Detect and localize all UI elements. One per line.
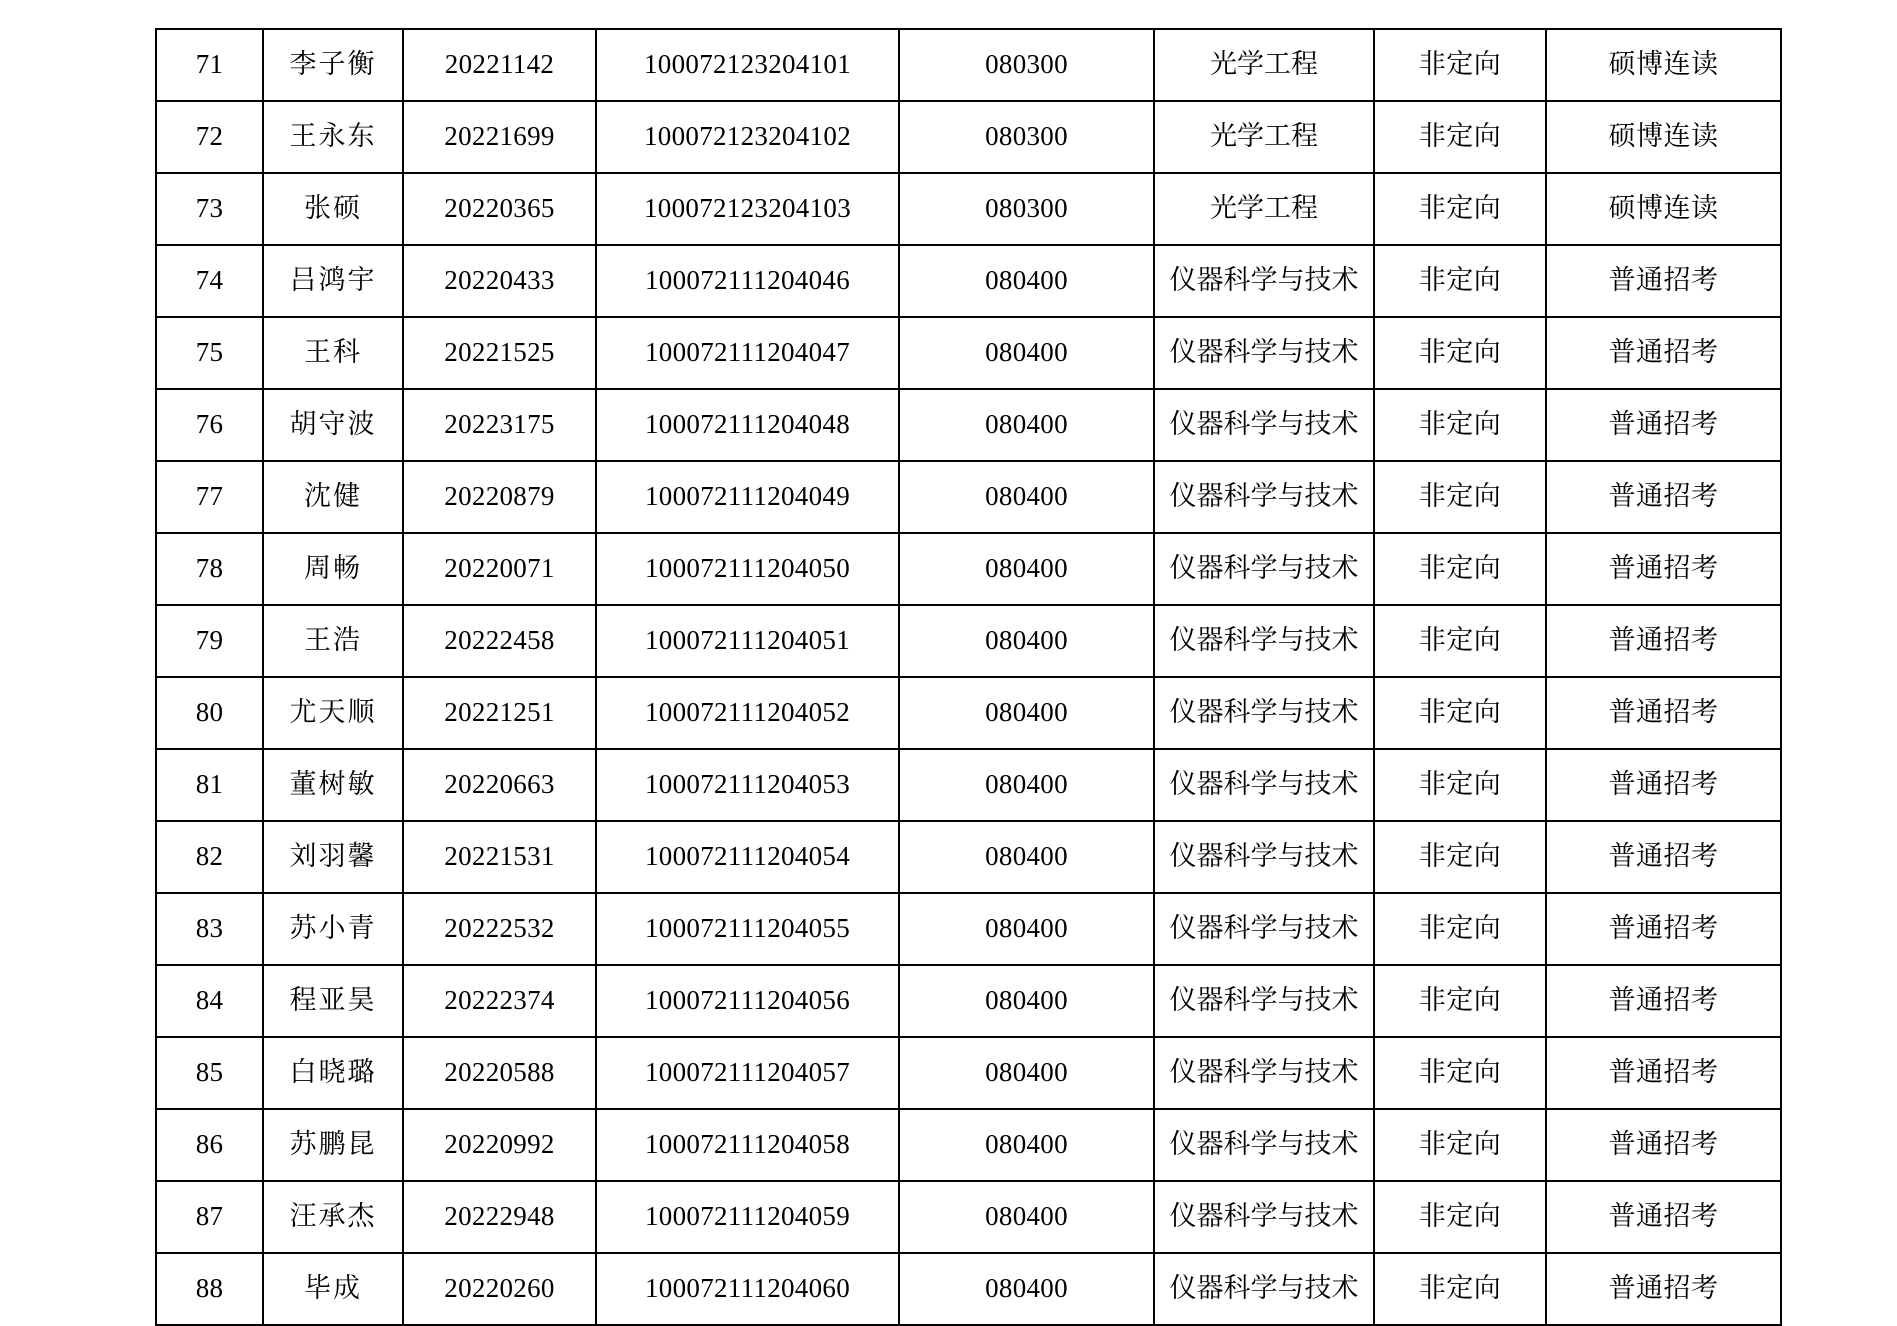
- table-row: [156, 173, 1781, 245]
- cell-major-name: 仪器科学与技术: [1154, 1037, 1374, 1109]
- cell-ticket-no: 100072111204059: [596, 1181, 899, 1253]
- cell-name: 沈健: [263, 461, 403, 533]
- cell-index: 76: [156, 389, 263, 461]
- cell-exam-no: 20220365: [403, 173, 596, 245]
- cell-major-code: 080400: [899, 317, 1154, 389]
- cell-index: 77: [156, 461, 263, 533]
- table-row: [156, 101, 1781, 173]
- cell-exam-no: 20223175: [403, 389, 596, 461]
- cell-admission-type: 普通招考: [1546, 461, 1781, 533]
- cell-name: 王科: [263, 317, 403, 389]
- cell-study-type: 非定向: [1374, 965, 1546, 1037]
- table-row: [156, 1037, 1781, 1109]
- cell-exam-no: 20222948: [403, 1181, 596, 1253]
- cell-major-code: 080400: [899, 893, 1154, 965]
- cell-study-type: 非定向: [1374, 1037, 1546, 1109]
- cell-major-name: 光学工程: [1154, 29, 1374, 101]
- table-row: [156, 245, 1781, 317]
- cell-ticket-no: 100072111204060: [596, 1253, 899, 1325]
- table-row: [156, 1109, 1781, 1181]
- cell-study-type: 非定向: [1374, 677, 1546, 749]
- cell-name: 吕鸿宇: [263, 245, 403, 317]
- cell-name: 苏鹏昆: [263, 1109, 403, 1181]
- cell-name: 刘羽馨: [263, 821, 403, 893]
- cell-major-code: 080400: [899, 1037, 1154, 1109]
- cell-name: 程亚昊: [263, 965, 403, 1037]
- cell-ticket-no: 100072111204055: [596, 893, 899, 965]
- cell-admission-type: 普通招考: [1546, 1253, 1781, 1325]
- cell-exam-no: 20222532: [403, 893, 596, 965]
- cell-ticket-no: 100072111204052: [596, 677, 899, 749]
- cell-major-code: 080400: [899, 1181, 1154, 1253]
- cell-index: 87: [156, 1181, 263, 1253]
- cell-exam-no: 20220260: [403, 1253, 596, 1325]
- cell-exam-no: 20221142: [403, 29, 596, 101]
- cell-index: 88: [156, 1253, 263, 1325]
- cell-study-type: 非定向: [1374, 533, 1546, 605]
- cell-admission-type: 普通招考: [1546, 1109, 1781, 1181]
- cell-index: 82: [156, 821, 263, 893]
- cell-major-name: 仪器科学与技术: [1154, 749, 1374, 821]
- cell-admission-type: 普通招考: [1546, 389, 1781, 461]
- cell-admission-type: 普通招考: [1546, 317, 1781, 389]
- cell-major-code: 080400: [899, 677, 1154, 749]
- cell-major-code: 080400: [899, 245, 1154, 317]
- cell-admission-type: 普通招考: [1546, 245, 1781, 317]
- cell-index: 74: [156, 245, 263, 317]
- cell-name: 尤天顺: [263, 677, 403, 749]
- cell-study-type: 非定向: [1374, 29, 1546, 101]
- cell-major-name: 仪器科学与技术: [1154, 245, 1374, 317]
- cell-exam-no: 20221531: [403, 821, 596, 893]
- table-row: [156, 1181, 1781, 1253]
- table-row: [156, 317, 1781, 389]
- cell-study-type: 非定向: [1374, 821, 1546, 893]
- cell-study-type: 非定向: [1374, 389, 1546, 461]
- cell-major-name: 仪器科学与技术: [1154, 1181, 1374, 1253]
- cell-major-name: 仪器科学与技术: [1154, 965, 1374, 1037]
- cell-index: 79: [156, 605, 263, 677]
- cell-major-name: 仪器科学与技术: [1154, 317, 1374, 389]
- cell-name: 毕成: [263, 1253, 403, 1325]
- cell-ticket-no: 100072111204056: [596, 965, 899, 1037]
- table-row: [156, 677, 1781, 749]
- cell-exam-no: 20220071: [403, 533, 596, 605]
- cell-exam-no: 20220992: [403, 1109, 596, 1181]
- cell-index: 72: [156, 101, 263, 173]
- cell-index: 78: [156, 533, 263, 605]
- roster-table: [155, 28, 1782, 1326]
- cell-major-code: 080300: [899, 173, 1154, 245]
- cell-exam-no: 20221525: [403, 317, 596, 389]
- cell-name: 王永东: [263, 101, 403, 173]
- cell-major-name: 仪器科学与技术: [1154, 1253, 1374, 1325]
- roster-table-body: [156, 29, 1781, 1325]
- cell-ticket-no: 100072111204053: [596, 749, 899, 821]
- roster-table-container: [155, 28, 1780, 1326]
- cell-major-name: 仪器科学与技术: [1154, 533, 1374, 605]
- cell-study-type: 非定向: [1374, 101, 1546, 173]
- cell-exam-no: 20222458: [403, 605, 596, 677]
- cell-exam-no: 20220588: [403, 1037, 596, 1109]
- cell-ticket-no: 100072123204101: [596, 29, 899, 101]
- cell-study-type: 非定向: [1374, 893, 1546, 965]
- cell-name: 王浩: [263, 605, 403, 677]
- cell-index: 80: [156, 677, 263, 749]
- cell-study-type: 非定向: [1374, 749, 1546, 821]
- cell-study-type: 非定向: [1374, 1181, 1546, 1253]
- cell-major-code: 080400: [899, 389, 1154, 461]
- cell-study-type: 非定向: [1374, 173, 1546, 245]
- table-row: [156, 749, 1781, 821]
- cell-major-code: 080400: [899, 821, 1154, 893]
- cell-study-type: 非定向: [1374, 605, 1546, 677]
- cell-ticket-no: 100072111204057: [596, 1037, 899, 1109]
- cell-ticket-no: 100072111204046: [596, 245, 899, 317]
- table-row: [156, 821, 1781, 893]
- cell-name: 张硕: [263, 173, 403, 245]
- cell-index: 86: [156, 1109, 263, 1181]
- cell-major-code: 080400: [899, 1253, 1154, 1325]
- cell-name: 李子衡: [263, 29, 403, 101]
- cell-exam-no: 20222374: [403, 965, 596, 1037]
- cell-major-name: 仪器科学与技术: [1154, 821, 1374, 893]
- table-row: [156, 965, 1781, 1037]
- cell-major-name: 光学工程: [1154, 101, 1374, 173]
- table-row: [156, 605, 1781, 677]
- cell-ticket-no: 100072111204049: [596, 461, 899, 533]
- cell-major-name: 仪器科学与技术: [1154, 677, 1374, 749]
- cell-index: 73: [156, 173, 263, 245]
- cell-major-name: 仪器科学与技术: [1154, 389, 1374, 461]
- cell-admission-type: 硕博连读: [1546, 101, 1781, 173]
- table-row: [156, 1253, 1781, 1325]
- cell-study-type: 非定向: [1374, 1253, 1546, 1325]
- cell-exam-no: 20220879: [403, 461, 596, 533]
- cell-exam-no: 20221251: [403, 677, 596, 749]
- cell-exam-no: 20220663: [403, 749, 596, 821]
- cell-ticket-no: 100072111204050: [596, 533, 899, 605]
- cell-study-type: 非定向: [1374, 245, 1546, 317]
- cell-admission-type: 普通招考: [1546, 893, 1781, 965]
- cell-name: 董树敏: [263, 749, 403, 821]
- table-row: [156, 533, 1781, 605]
- table-row: [156, 461, 1781, 533]
- cell-study-type: 非定向: [1374, 317, 1546, 389]
- cell-major-code: 080400: [899, 749, 1154, 821]
- cell-index: 71: [156, 29, 263, 101]
- cell-major-name: 仪器科学与技术: [1154, 461, 1374, 533]
- cell-name: 白晓璐: [263, 1037, 403, 1109]
- cell-admission-type: 普通招考: [1546, 749, 1781, 821]
- cell-admission-type: 普通招考: [1546, 1037, 1781, 1109]
- cell-major-code: 080400: [899, 965, 1154, 1037]
- cell-major-name: 仪器科学与技术: [1154, 893, 1374, 965]
- cell-admission-type: 普通招考: [1546, 605, 1781, 677]
- cell-name: 苏小青: [263, 893, 403, 965]
- cell-ticket-no: 100072111204048: [596, 389, 899, 461]
- table-row: [156, 389, 1781, 461]
- cell-exam-no: 20221699: [403, 101, 596, 173]
- cell-admission-type: 普通招考: [1546, 965, 1781, 1037]
- cell-study-type: 非定向: [1374, 461, 1546, 533]
- cell-ticket-no: 100072111204047: [596, 317, 899, 389]
- cell-admission-type: 普通招考: [1546, 1181, 1781, 1253]
- cell-ticket-no: 100072111204054: [596, 821, 899, 893]
- cell-admission-type: 普通招考: [1546, 821, 1781, 893]
- cell-admission-type: 普通招考: [1546, 677, 1781, 749]
- cell-index: 81: [156, 749, 263, 821]
- cell-major-name: 光学工程: [1154, 173, 1374, 245]
- cell-ticket-no: 100072123204102: [596, 101, 899, 173]
- cell-admission-type: 普通招考: [1546, 533, 1781, 605]
- cell-index: 84: [156, 965, 263, 1037]
- table-row: [156, 893, 1781, 965]
- cell-ticket-no: 100072111204051: [596, 605, 899, 677]
- cell-major-code: 080400: [899, 533, 1154, 605]
- cell-major-code: 080400: [899, 461, 1154, 533]
- cell-ticket-no: 100072123204103: [596, 173, 899, 245]
- cell-name: 胡守波: [263, 389, 403, 461]
- cell-admission-type: 硕博连读: [1546, 29, 1781, 101]
- cell-major-code: 080400: [899, 1109, 1154, 1181]
- table-row: [156, 29, 1781, 101]
- cell-name: 周畅: [263, 533, 403, 605]
- cell-ticket-no: 100072111204058: [596, 1109, 899, 1181]
- cell-major-name: 仪器科学与技术: [1154, 605, 1374, 677]
- cell-major-code: 080300: [899, 101, 1154, 173]
- cell-index: 75: [156, 317, 263, 389]
- cell-major-code: 080400: [899, 605, 1154, 677]
- cell-exam-no: 20220433: [403, 245, 596, 317]
- cell-admission-type: 硕博连读: [1546, 173, 1781, 245]
- cell-index: 85: [156, 1037, 263, 1109]
- cell-index: 83: [156, 893, 263, 965]
- cell-name: 汪承杰: [263, 1181, 403, 1253]
- cell-major-name: 仪器科学与技术: [1154, 1109, 1374, 1181]
- cell-study-type: 非定向: [1374, 1109, 1546, 1181]
- cell-major-code: 080300: [899, 29, 1154, 101]
